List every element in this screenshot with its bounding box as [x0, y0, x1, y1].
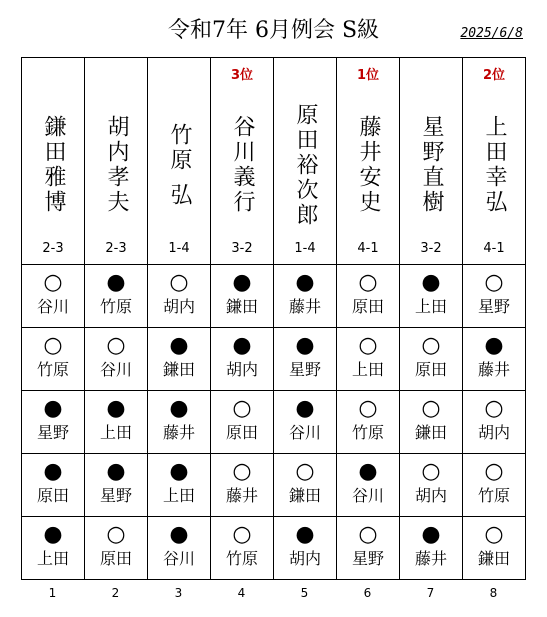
- rank-label: 1位: [356, 68, 380, 83]
- opponent-name: 谷川: [351, 486, 384, 505]
- result-mark: ○: [43, 270, 63, 295]
- opponent-name: 竹原: [225, 549, 258, 568]
- win-loss-record: 3-2: [231, 241, 253, 256]
- player-name: 上田幸弘: [482, 115, 507, 215]
- opponent-name: 星野: [351, 549, 384, 568]
- opponent-name: 星野: [477, 297, 510, 316]
- game-result-cell: [22, 391, 85, 454]
- game-result-cell: [211, 454, 274, 517]
- win-loss-record: 2-3: [42, 241, 64, 256]
- game-result-cell: [463, 328, 526, 391]
- game-result-cell: [22, 328, 85, 391]
- game-result-cell: [85, 265, 148, 328]
- result-mark: ○: [358, 333, 378, 358]
- player-name: 原田裕次郎: [293, 102, 318, 228]
- opponent-name: 上田: [36, 549, 69, 568]
- game-result-cell: [148, 265, 211, 328]
- result-mark: ●: [295, 522, 315, 547]
- opponent-name: 胡内: [162, 297, 195, 316]
- game-result-cell: [337, 265, 400, 328]
- result-mark: ●: [421, 270, 441, 295]
- game-result-cell: [22, 517, 85, 580]
- result-mark: ●: [106, 396, 126, 421]
- game-result-cell: [148, 391, 211, 454]
- player-name: 谷川義行: [230, 115, 255, 215]
- results-table: [21, 57, 526, 580]
- result-mark: ○: [358, 270, 378, 295]
- game-result-cell: [85, 328, 148, 391]
- opponent-name: 原田: [99, 549, 132, 568]
- player-name: 星野直樹: [419, 115, 444, 215]
- opponent-name: 藤井: [288, 297, 321, 316]
- game-result-cell: [211, 265, 274, 328]
- column-number: 5: [300, 586, 309, 600]
- game-result-cell: [22, 454, 85, 517]
- opponent-name: 胡内: [288, 549, 321, 568]
- page-title: 令和7年 6月例会 S級: [167, 18, 380, 43]
- opponent-name: 上田: [351, 360, 384, 379]
- result-mark: ●: [232, 333, 252, 358]
- game-result-cell: [148, 454, 211, 517]
- game-result-cell: [274, 391, 337, 454]
- result-mark: ○: [106, 522, 126, 547]
- result-mark: ●: [43, 522, 63, 547]
- result-mark: ●: [295, 270, 315, 295]
- result-mark: ○: [106, 333, 126, 358]
- game-result-cell: [274, 517, 337, 580]
- round-row: [22, 265, 526, 328]
- opponent-name: 谷川: [36, 297, 69, 316]
- opponent-name: 竹原: [351, 423, 384, 442]
- player-header: [85, 58, 148, 265]
- result-mark: ○: [295, 459, 315, 484]
- game-result-cell: [400, 517, 463, 580]
- round-row: [22, 517, 526, 580]
- player-name: 胡内孝夫: [104, 115, 129, 215]
- player-header: [337, 58, 400, 265]
- game-result-cell: [463, 454, 526, 517]
- opponent-name: 藤井: [162, 423, 195, 442]
- game-result-cell: [85, 391, 148, 454]
- result-mark: ○: [421, 459, 441, 484]
- result-mark: ●: [358, 459, 378, 484]
- opponent-name: 鎌田: [414, 423, 447, 442]
- game-result-cell: [274, 328, 337, 391]
- round-row: [22, 391, 526, 454]
- opponent-name: 鎌田: [225, 297, 258, 316]
- round-row: [22, 328, 526, 391]
- column-number: 6: [363, 586, 372, 600]
- opponent-name: 原田: [36, 486, 69, 505]
- game-result-cell: [274, 454, 337, 517]
- column-number: 7: [426, 586, 435, 600]
- game-result-cell: [463, 265, 526, 328]
- round-row: [22, 454, 526, 517]
- result-mark: ○: [358, 396, 378, 421]
- column-number: 2: [111, 586, 120, 600]
- player-name: 鎌田雅博: [41, 115, 66, 215]
- result-mark: ●: [169, 459, 189, 484]
- result-mark: ○: [421, 333, 441, 358]
- player-header-row: [22, 58, 526, 265]
- win-loss-record: 2-3: [105, 241, 127, 256]
- result-mark: ○: [232, 459, 252, 484]
- opponent-name: 谷川: [162, 549, 195, 568]
- result-mark: ○: [43, 333, 63, 358]
- opponent-name: 原田: [414, 360, 447, 379]
- game-result-cell: [337, 391, 400, 454]
- opponent-name: 竹原: [99, 297, 132, 316]
- result-mark: ○: [358, 522, 378, 547]
- column-number: 4: [237, 586, 246, 600]
- rank-label: 2位: [482, 68, 506, 83]
- game-result-cell: [211, 328, 274, 391]
- opponent-name: 上田: [414, 297, 447, 316]
- column-number: 3: [174, 586, 183, 600]
- result-mark: ○: [484, 459, 504, 484]
- result-mark: ●: [169, 522, 189, 547]
- player-name: 藤井安史: [356, 115, 381, 215]
- player-header: [274, 58, 337, 265]
- game-result-cell: [400, 454, 463, 517]
- opponent-name: 藤井: [414, 549, 447, 568]
- result-mark: ●: [484, 333, 504, 358]
- opponent-name: 竹原: [36, 360, 69, 379]
- result-mark: ●: [169, 333, 189, 358]
- player-name: 竹原 弘: [167, 122, 192, 208]
- opponent-name: 胡内: [225, 360, 258, 379]
- result-mark: ●: [295, 333, 315, 358]
- game-result-cell: [400, 391, 463, 454]
- game-result-cell: [211, 391, 274, 454]
- game-result-cell: [337, 328, 400, 391]
- column-number: 1: [48, 586, 57, 600]
- event-date: 2025/6/8: [460, 26, 523, 41]
- game-result-cell: [148, 328, 211, 391]
- result-mark: ○: [421, 396, 441, 421]
- result-mark: ●: [106, 270, 126, 295]
- game-result-cell: [148, 517, 211, 580]
- player-header: [148, 58, 211, 265]
- opponent-name: 星野: [288, 360, 321, 379]
- game-result-cell: [85, 517, 148, 580]
- opponent-name: 星野: [99, 486, 132, 505]
- column-number: 8: [489, 586, 498, 600]
- column-number-row: [21, 586, 525, 600]
- opponent-name: 胡内: [477, 423, 510, 442]
- game-result-cell: [211, 517, 274, 580]
- opponent-name: 上田: [99, 423, 132, 442]
- rank-label: 3位: [230, 68, 254, 83]
- game-result-cell: [22, 265, 85, 328]
- win-loss-record: 1-4: [294, 241, 316, 256]
- result-mark: ●: [106, 459, 126, 484]
- opponent-name: 星野: [36, 423, 69, 442]
- opponent-name: 原田: [225, 423, 258, 442]
- result-mark: ○: [484, 522, 504, 547]
- game-result-cell: [85, 454, 148, 517]
- game-result-cell: [337, 454, 400, 517]
- opponent-name: 藤井: [477, 360, 510, 379]
- opponent-name: 鎌田: [288, 486, 321, 505]
- game-result-cell: [274, 265, 337, 328]
- result-mark: ●: [232, 270, 252, 295]
- result-mark: ●: [295, 396, 315, 421]
- player-header: [22, 58, 85, 265]
- win-loss-record: 1-4: [168, 241, 190, 256]
- result-mark: ○: [169, 270, 189, 295]
- result-mark: ○: [484, 270, 504, 295]
- game-result-cell: [400, 328, 463, 391]
- result-mark: ●: [169, 396, 189, 421]
- result-mark: ●: [421, 522, 441, 547]
- opponent-name: 藤井: [225, 486, 258, 505]
- result-mark: ○: [484, 396, 504, 421]
- win-loss-record: 4-1: [483, 241, 505, 256]
- win-loss-record: 4-1: [357, 241, 379, 256]
- win-loss-record: 3-2: [420, 241, 442, 256]
- result-mark: ○: [232, 522, 252, 547]
- opponent-name: 竹原: [477, 486, 510, 505]
- game-result-cell: [400, 265, 463, 328]
- opponent-name: 谷川: [288, 423, 321, 442]
- opponent-name: 谷川: [99, 360, 132, 379]
- player-header: [211, 58, 274, 265]
- game-result-cell: [337, 517, 400, 580]
- game-result-cell: [463, 391, 526, 454]
- player-header: [400, 58, 463, 265]
- opponent-name: 原田: [351, 297, 384, 316]
- player-header: [463, 58, 526, 265]
- opponent-name: 鎌田: [477, 549, 510, 568]
- result-mark: ●: [43, 396, 63, 421]
- opponent-name: 鎌田: [162, 360, 195, 379]
- opponent-name: 上田: [162, 486, 195, 505]
- opponent-name: 胡内: [414, 486, 447, 505]
- result-mark: ●: [43, 459, 63, 484]
- game-result-cell: [463, 517, 526, 580]
- result-mark: ○: [232, 396, 252, 421]
